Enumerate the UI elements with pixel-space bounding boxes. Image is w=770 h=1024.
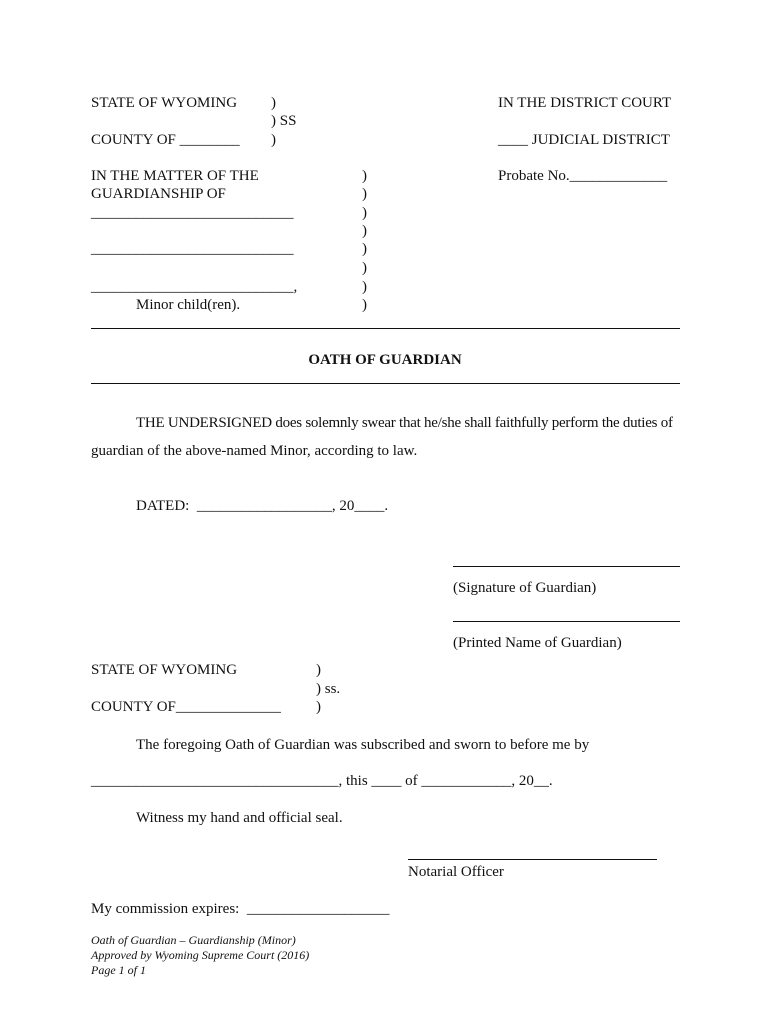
jurat-paren-top: ) (316, 662, 321, 678)
oath-text-line-1: THE UNDERSIGNED does solemnly swear that he/she shall faithfully perform the duties of (136, 415, 673, 431)
matter-paren: ) (362, 168, 367, 184)
title-rule-top (91, 328, 680, 329)
footer-approval: Approved by Wyoming Supreme Court (2016) (91, 948, 310, 962)
matter-paren: ) (362, 223, 367, 239)
sworn-date-line: _________________________________, this ____ of ____________, 20__. (91, 773, 553, 789)
court-name: IN THE DISTRICT COURT (498, 95, 672, 111)
caption-state: STATE OF WYOMING (91, 95, 238, 111)
jurat-county: COUNTY OF______________ (91, 699, 281, 715)
footer-page-number: Page 1 of 1 (91, 963, 146, 977)
matter-paren: ) (362, 260, 367, 276)
commission-expires: My commission expires: ___________________ (91, 901, 390, 917)
oath-text-line-2: guardian of the above-named Minor, according to law. (91, 443, 418, 459)
minor-name-blank-1: ___________________________ (91, 205, 294, 221)
footer-form-name: Oath of Guardian – Guardianship (Minor) (91, 933, 296, 947)
matter-paren: ) (362, 205, 367, 221)
witness-statement: Witness my hand and official seal. (136, 810, 343, 826)
jurat-paren-ss: ) ss. (316, 681, 341, 697)
matter-paren: ) (362, 186, 367, 202)
caption-paren-top: ) (271, 95, 276, 111)
matter-paren: ) (362, 279, 367, 295)
minor-name-blank-2: ___________________________ (91, 241, 294, 257)
notary-signature-line (408, 859, 657, 860)
probate-number: Probate No._____________ (498, 168, 668, 184)
caption-county: COUNTY OF ________ (91, 132, 240, 148)
title-rule-bottom (91, 383, 680, 384)
printed-name-label: (Printed Name of Guardian) (453, 635, 622, 651)
caption-paren-ss: ) SS (271, 113, 297, 129)
notary-label: Notarial Officer (408, 864, 504, 880)
matter-paren: ) (362, 241, 367, 257)
jurat-state: STATE OF WYOMING (91, 662, 238, 678)
printed-name-line (453, 621, 680, 622)
signature-line (453, 566, 680, 567)
matter-line-2: GUARDIANSHIP OF (91, 186, 226, 202)
document-title: OATH OF GUARDIAN (308, 352, 462, 368)
caption-paren-bottom: ) (271, 132, 276, 148)
signature-label: (Signature of Guardian) (453, 580, 597, 596)
jurat-paren-bottom: ) (316, 699, 321, 715)
sworn-statement: The foregoing Oath of Guardian was subscribed and sworn to before me by (136, 737, 590, 753)
matter-paren: ) (362, 297, 367, 313)
judicial-district: ____ JUDICIAL DISTRICT (498, 132, 670, 148)
dated-line: DATED: __________________, 20____. (136, 498, 389, 514)
matter-line-1: IN THE MATTER OF THE (91, 168, 259, 184)
minor-children-label: Minor child(ren). (136, 297, 241, 313)
minor-name-blank-3: ___________________________, (91, 279, 298, 295)
